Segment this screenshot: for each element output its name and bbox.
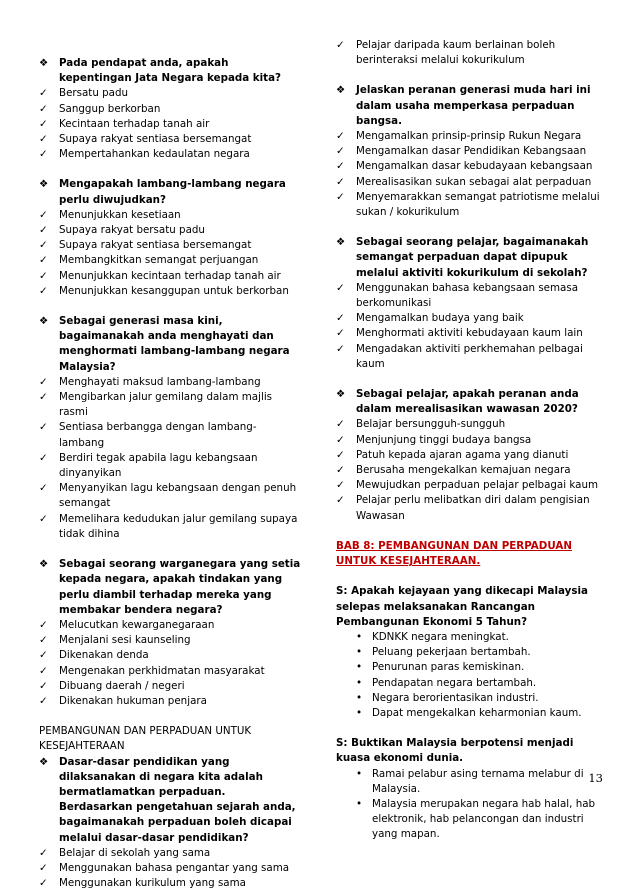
list-item: • Peluang pekerjaan bertambah. [336, 645, 604, 660]
check-icon: ✓ [39, 133, 48, 146]
list-item: • Negara berorientasikan industri. [336, 691, 604, 706]
list-item: ✓ Menghormati aktiviti kebudayaan kaum lain [336, 326, 604, 341]
list-item: ✓ Mengamalkan budaya yang baik [336, 311, 604, 326]
check-icon: ✓ [39, 679, 48, 692]
question-bendera-negara: ❖ Sebagai seorang warganegara yang setia kepada negara, apakah tindakan yang perlu diambil terhadap mereka yang membakar bendera negara? [39, 558, 301, 616]
list-item: ✓ Supaya rakyat sentiasa bersemangat [39, 132, 301, 147]
round-bullet-icon: • [356, 646, 363, 659]
round-bullet-icon: • [356, 706, 363, 719]
list-item: • Ramai pelabur asing ternama melabur di Malaysia. [356, 767, 584, 795]
diamond-bullet-icon: ❖ [336, 236, 346, 249]
list-item: ✓ Pelajar daripada kaum berlainan boleh berinteraksi melalui kokurikulum [336, 39, 556, 67]
round-bullet-icon: • [356, 676, 363, 689]
right-column [336, 38, 604, 843]
list-item: ✓ Dibuang daerah / negeri [39, 679, 301, 694]
check-icon: ✓ [336, 418, 345, 431]
list-item: ✓ Bersatu padu [39, 86, 301, 101]
check-icon: ✓ [39, 375, 48, 388]
list-item: ✓ Membangkitkan semangat perjuangan [39, 253, 301, 268]
list-item: • KDNKK negara meningkat. [336, 630, 604, 645]
check-icon: ✓ [39, 391, 48, 404]
diamond-bullet-icon: ❖ [39, 315, 49, 328]
question-wawasan-2020: ❖ Sebagai pelajar, apakah peranan anda dalam merealisasikan wawasan 2020? [336, 388, 579, 416]
check-icon: ✓ [39, 861, 48, 874]
round-bullet-icon: • [356, 661, 363, 674]
check-icon: ✓ [336, 494, 345, 507]
list-item: ✓ Dikenakan hukuman penjara [39, 694, 301, 709]
list-item: ✓ Menunjukkan kesetiaan [39, 208, 301, 223]
list-item: ✓ Menjunjung tinggi budaya bangsa [336, 433, 604, 448]
list-item: ✓ Mempertahankan kedaulatan negara [39, 147, 301, 162]
question-dasar-pendidikan: ❖ Dasar-dasar pendidikan yang dilaksanakan di negara kita adalah bermatlamatkan perpaduan. Berdasarkan pengetahuan sejarah anda, bagaimanakah perpaduan boleh dicapai melalui dasar-dasar pendidikan? [39, 755, 296, 844]
list-item: ✓ Merealisasikan sukan sebagai alat perpaduan [336, 175, 604, 190]
check-icon: ✓ [39, 87, 48, 100]
check-icon: ✓ [39, 284, 48, 297]
chapter-heading: BAB 8: PEMBANGUNAN DAN PERPADUAN UNTUK KESEJAHTERAAN. [336, 539, 572, 568]
check-icon: ✓ [336, 145, 345, 158]
round-bullet-icon: • [356, 767, 363, 780]
list-item: ✓ Menyanyikan lagu kebangsaan dengan penuh semangat [39, 482, 297, 510]
list-item: ✓ Mengamalkan prinsip-prinsip Rukun Negara [336, 129, 604, 144]
list-item: ✓ Berdiri tegak apabila lagu kebangsaan dinyanyikan [39, 451, 258, 480]
question-kuasa-ekonomi: S: Buktikan Malaysia berpotensi menjadi kuasa ekonomi dunia. [336, 737, 574, 765]
list-item: • Dapat mengekalkan keharmonian kaum. [336, 706, 604, 721]
page-number: 13 [588, 771, 603, 785]
list-item: ✓ Supaya rakyat bersatu padu [39, 223, 301, 238]
diamond-bullet-icon: ❖ [336, 84, 346, 97]
list-item: ✓ Mengadakan aktiviti perkhemahan pelbagai kaum [336, 342, 583, 370]
list-item: ✓ Pelajar perlu melibatkan diri dalam pengisian Wawasan [336, 494, 590, 522]
check-icon: ✓ [39, 117, 48, 130]
check-icon: ✓ [39, 482, 48, 495]
check-icon: ✓ [336, 448, 345, 461]
list-item: ✓ Memelihara kedudukan jalur gemilang supaya tidak dihina [39, 512, 298, 540]
question-rancangan-pembangunan: S: Apakah kejayaan yang dikecapi Malaysia selepas melaksanakan Rancangan Pembangunan Ekonomi 5 Tahun? [336, 585, 588, 628]
list-item: ✓ Sentiasa berbangga dengan lambang-lambang [39, 421, 257, 449]
list-item: ✓ Sanggup berkorban [39, 102, 301, 117]
list-item: ✓ Dikenakan denda [39, 648, 301, 663]
question-kokurikulum: ❖ Sebagai seorang pelajar, bagaimanakah semangat perpaduan dapat dipupuk melalui aktiviti kokurikulum di sekolah? [336, 236, 589, 279]
check-icon: ✓ [336, 39, 345, 51]
question-generasi-masa-kini: ❖ Sebagai generasi masa kini, bagaimanakah anda menghayati dan menghormati lambang-lambang negara Malaysia? [39, 315, 290, 373]
diamond-bullet-icon: ❖ [336, 388, 346, 401]
round-bullet-icon: • [356, 691, 363, 704]
check-icon: ✓ [39, 694, 48, 707]
check-icon: ✓ [39, 421, 48, 434]
check-icon: ✓ [39, 664, 48, 677]
check-icon: ✓ [39, 208, 48, 221]
check-icon: ✓ [39, 649, 48, 662]
check-icon: ✓ [39, 846, 48, 859]
diamond-bullet-icon: ❖ [39, 178, 49, 191]
list-item: ✓ Melucutkan kewarganegaraan [39, 618, 301, 633]
check-icon: ✓ [39, 254, 48, 267]
list-item: ✓ Menunjukkan kesanggupan untuk berkorban [39, 284, 301, 299]
list-item: • Penurunan paras kemiskinan. [336, 660, 604, 675]
list-item: ✓ Menghayati maksud lambang-lambang [39, 375, 301, 390]
check-icon: ✓ [336, 327, 345, 340]
list-item: ✓ Mengibarkan jalur gemilang dalam majlis rasmi [39, 391, 273, 419]
list-item: ✓ Mengamalkan dasar kebudayaan kebangsaan [336, 159, 604, 174]
check-icon: ✓ [336, 312, 345, 325]
round-bullet-icon: • [356, 797, 363, 810]
check-icon: ✓ [39, 269, 48, 282]
list-item: ✓ Patuh kepada ajaran agama yang dianuti [336, 448, 604, 463]
list-item: ✓ Menjalani sesi kaunseling [39, 633, 301, 648]
list-item: • Malaysia merupakan negara hab halal, hab elektronik, hab pelancongan dan industri yang mapan. [356, 797, 596, 841]
list-item: ✓ Supaya rakyat sentiasa bersemangat [39, 238, 301, 253]
section-heading: PEMBANGUNAN DAN PERPADUAN UNTUK KESEJAHTERAAN [39, 725, 252, 753]
check-icon: ✓ [39, 618, 48, 631]
left-column [39, 56, 301, 891]
list-item: ✓ Mewujudkan perpaduan pelajar pelbagai kaum [336, 478, 604, 493]
check-icon: ✓ [336, 175, 345, 188]
check-icon: ✓ [336, 281, 345, 294]
list-item: ✓ Kecintaan terhadap tanah air [39, 117, 301, 132]
list-item: ✓ Belajar bersungguh-sungguh [336, 417, 604, 432]
check-icon: ✓ [39, 512, 48, 525]
list-item: ✓ Menunjukkan kecintaan terhadap tanah air [39, 269, 301, 284]
diamond-bullet-icon: ❖ [39, 57, 49, 69]
check-icon: ✓ [336, 433, 345, 446]
list-item: ✓ Mengamalkan dasar Pendidikan Kebangsaan [336, 144, 604, 159]
check-icon: ✓ [39, 451, 48, 464]
question-jata-negara: ❖ Pada pendapat anda, apakah kepentingan Jata Negara kepada kita? [39, 57, 282, 85]
check-icon: ✓ [39, 102, 48, 115]
list-item: • Pendapatan negara bertambah. [336, 676, 604, 691]
check-icon: ✓ [336, 190, 345, 203]
check-icon: ✓ [39, 224, 48, 237]
check-icon: ✓ [336, 464, 345, 477]
check-icon: ✓ [39, 634, 48, 647]
list-item: ✓ Mengenakan perkhidmatan masyarakat [39, 664, 301, 679]
round-bullet-icon: • [356, 630, 363, 643]
check-icon: ✓ [39, 877, 48, 890]
check-icon: ✓ [336, 130, 345, 143]
diamond-bullet-icon: ❖ [39, 755, 49, 768]
list-item: ✓ Belajar di sekolah yang sama [39, 846, 301, 861]
list-item: ✓ Menyemarakkan semangat patriotisme melalui sukan / kokurikulum [336, 190, 600, 219]
list-item: ✓ Berusaha mengekalkan kemajuan negara [336, 463, 604, 478]
question-lambang-negara: ❖ Mengapakah lambang-lambang negara perlu diwujudkan? [39, 178, 286, 206]
check-icon: ✓ [39, 148, 48, 161]
list-item: ✓ Menggunakan bahasa pengantar yang sama [39, 861, 301, 876]
diamond-bullet-icon: ❖ [39, 558, 49, 571]
list-item: ✓ Menggunakan kurikulum yang sama [39, 876, 301, 891]
list-item: ✓ Menggunakan bahasa kebangsaan semasa berkomunikasi [336, 281, 579, 310]
check-icon: ✓ [336, 160, 345, 173]
check-icon: ✓ [336, 479, 345, 492]
check-icon: ✓ [39, 239, 48, 252]
question-generasi-muda: ❖ Jelaskan peranan generasi muda hari ini dalam usaha memperkasa perpaduan bangsa. [336, 84, 591, 127]
check-icon: ✓ [336, 342, 345, 355]
